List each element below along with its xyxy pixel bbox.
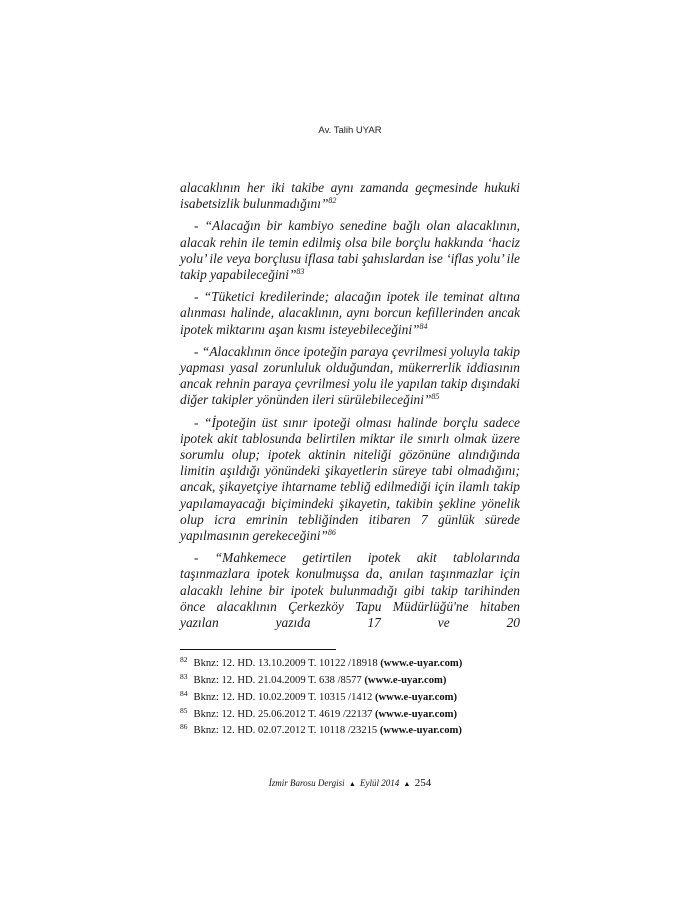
footnote-number: 86 — [180, 722, 188, 732]
paragraph — [180, 289, 520, 338]
paragraph-text: - “Alacaklının önce ipoteğin paraya çevrilmesi yoluyla takip yapması yasal zorunluluk olduğundan, mükerrerlik iddiasının ancak rehnin paraya çevrilmesi yolu ile yapılan takip dışındaki diğer takipler yönünden ileri sürülebileceğini” — [180, 343, 520, 408]
footnote-separator — [180, 649, 336, 650]
page-number: 254 — [414, 777, 432, 790]
footnote-ref[interactable]: 85 — [431, 392, 440, 402]
paragraph — [180, 218, 520, 283]
journal-name: İzmir Barosu Dergisi — [268, 778, 345, 789]
paragraph-text: - “Alacağın bir kambiyo senedine bağlı olan alacaklının, alacak rehin ile temin edilmiş olsa bile borçlu hakkında ‘haciz yolu’ ile veya borçlusu iflasa tabi şahıslardan ise ‘iflas yolu’ ile takip yapabileceğini” — [180, 218, 520, 283]
document-page — [180, 0, 520, 811]
footnote-text: Bknz: 12. HD. 10.02.2009 T. 10315 /1412 — [193, 691, 373, 703]
running-header: Av. Talih UYAR — [318, 125, 382, 136]
footnote — [180, 690, 520, 707]
footnote-source: (www.e-uyar.com) — [374, 691, 457, 703]
footnote-ref[interactable]: 82 — [328, 196, 337, 206]
footnote-ref[interactable]: 83 — [296, 267, 305, 277]
footnote-text: Bknz: 12. HD. 25.06.2012 T. 4619 /22137 — [193, 708, 373, 720]
triangle-icon: ▲ — [348, 780, 356, 789]
footnote-source: (www.e-uyar.com) — [379, 725, 462, 737]
footnote — [180, 707, 520, 724]
footnote-text: Bknz: 12. HD. 21.04.2009 T. 638 /8577 — [193, 675, 362, 687]
footnote-number: 84 — [180, 688, 188, 698]
footnote-number: 85 — [180, 705, 188, 715]
paragraph-text: alacaklının her iki takibe aynı zamanda geçmesinde hukuki isabetsizlik bulunmadığını” — [180, 180, 520, 212]
footnote-source: (www.e-uyar.com) — [380, 658, 463, 670]
footnote-number: 83 — [180, 672, 188, 682]
paragraph — [180, 344, 520, 409]
paragraph — [180, 180, 520, 212]
triangle-icon: ▲ — [403, 780, 411, 789]
footnote-text: Bknz: 12. HD. 13.10.2009 T. 10122 /18918 — [193, 658, 378, 670]
paragraph-text: - “İpoteğin üst sınır ipoteği olması halinde borçlu sadece ipotek akit tablosunda belirtilen miktar ile sınırlı olmak üzere sorumlu olup; ipotek aktinin niteliği gözönüne alındığında limitin aşıldığı yönündeki şikayetlerin süreye tabi olmadığını; ancak, şikayetçiye ihtarname tebliğ edilmediği için ilamlı takip yapılamayacağı biçimindeki şikayetin, takibin şekline yönelik olup icra emrinin tebliğinden itibaren 7 günlük sürede yapılmasının gerekeceğini” — [180, 414, 520, 544]
footnote — [180, 656, 520, 673]
body-text — [180, 180, 520, 631]
footnote-text: Bknz: 12. HD. 02.07.2012 T. 10118 /23215 — [193, 725, 378, 737]
footnote-number: 82 — [180, 655, 188, 665]
footnote — [180, 673, 520, 690]
issue-date: Eylül 2014 — [360, 778, 400, 789]
paragraph — [180, 550, 520, 631]
footnotes — [180, 656, 520, 740]
paragraph-text: - “Mahkemece getirtilen ipotek akit tablolarında taşınmazlara ipotek konulmuşsa da, anılan taşınmazlar için alacaklı lehine bir ipotek bulunmadığı gibi takip tarihinden önce alacaklının Çerkezköy Tapu Müdürlüğü'ne hitaben yazılan yazıda 17 ve 20 — [180, 550, 520, 631]
page-footer — [180, 776, 520, 811]
footnote-ref[interactable]: 86 — [327, 528, 336, 538]
footnote-source: (www.e-uyar.com) — [364, 675, 447, 687]
footnote-ref[interactable]: 84 — [419, 321, 428, 331]
footnote — [180, 723, 520, 740]
paragraph — [180, 415, 520, 545]
paragraph-text: - “Tüketici kredilerinde; alacağın ipotek ile teminat altına alınması halinde, alacaklının, aynı borcun kefillerinden ancak ipotek miktarını aşan kısmı isteyebileceğini” — [180, 289, 520, 337]
footnote-source: (www.e-uyar.com) — [374, 708, 457, 720]
